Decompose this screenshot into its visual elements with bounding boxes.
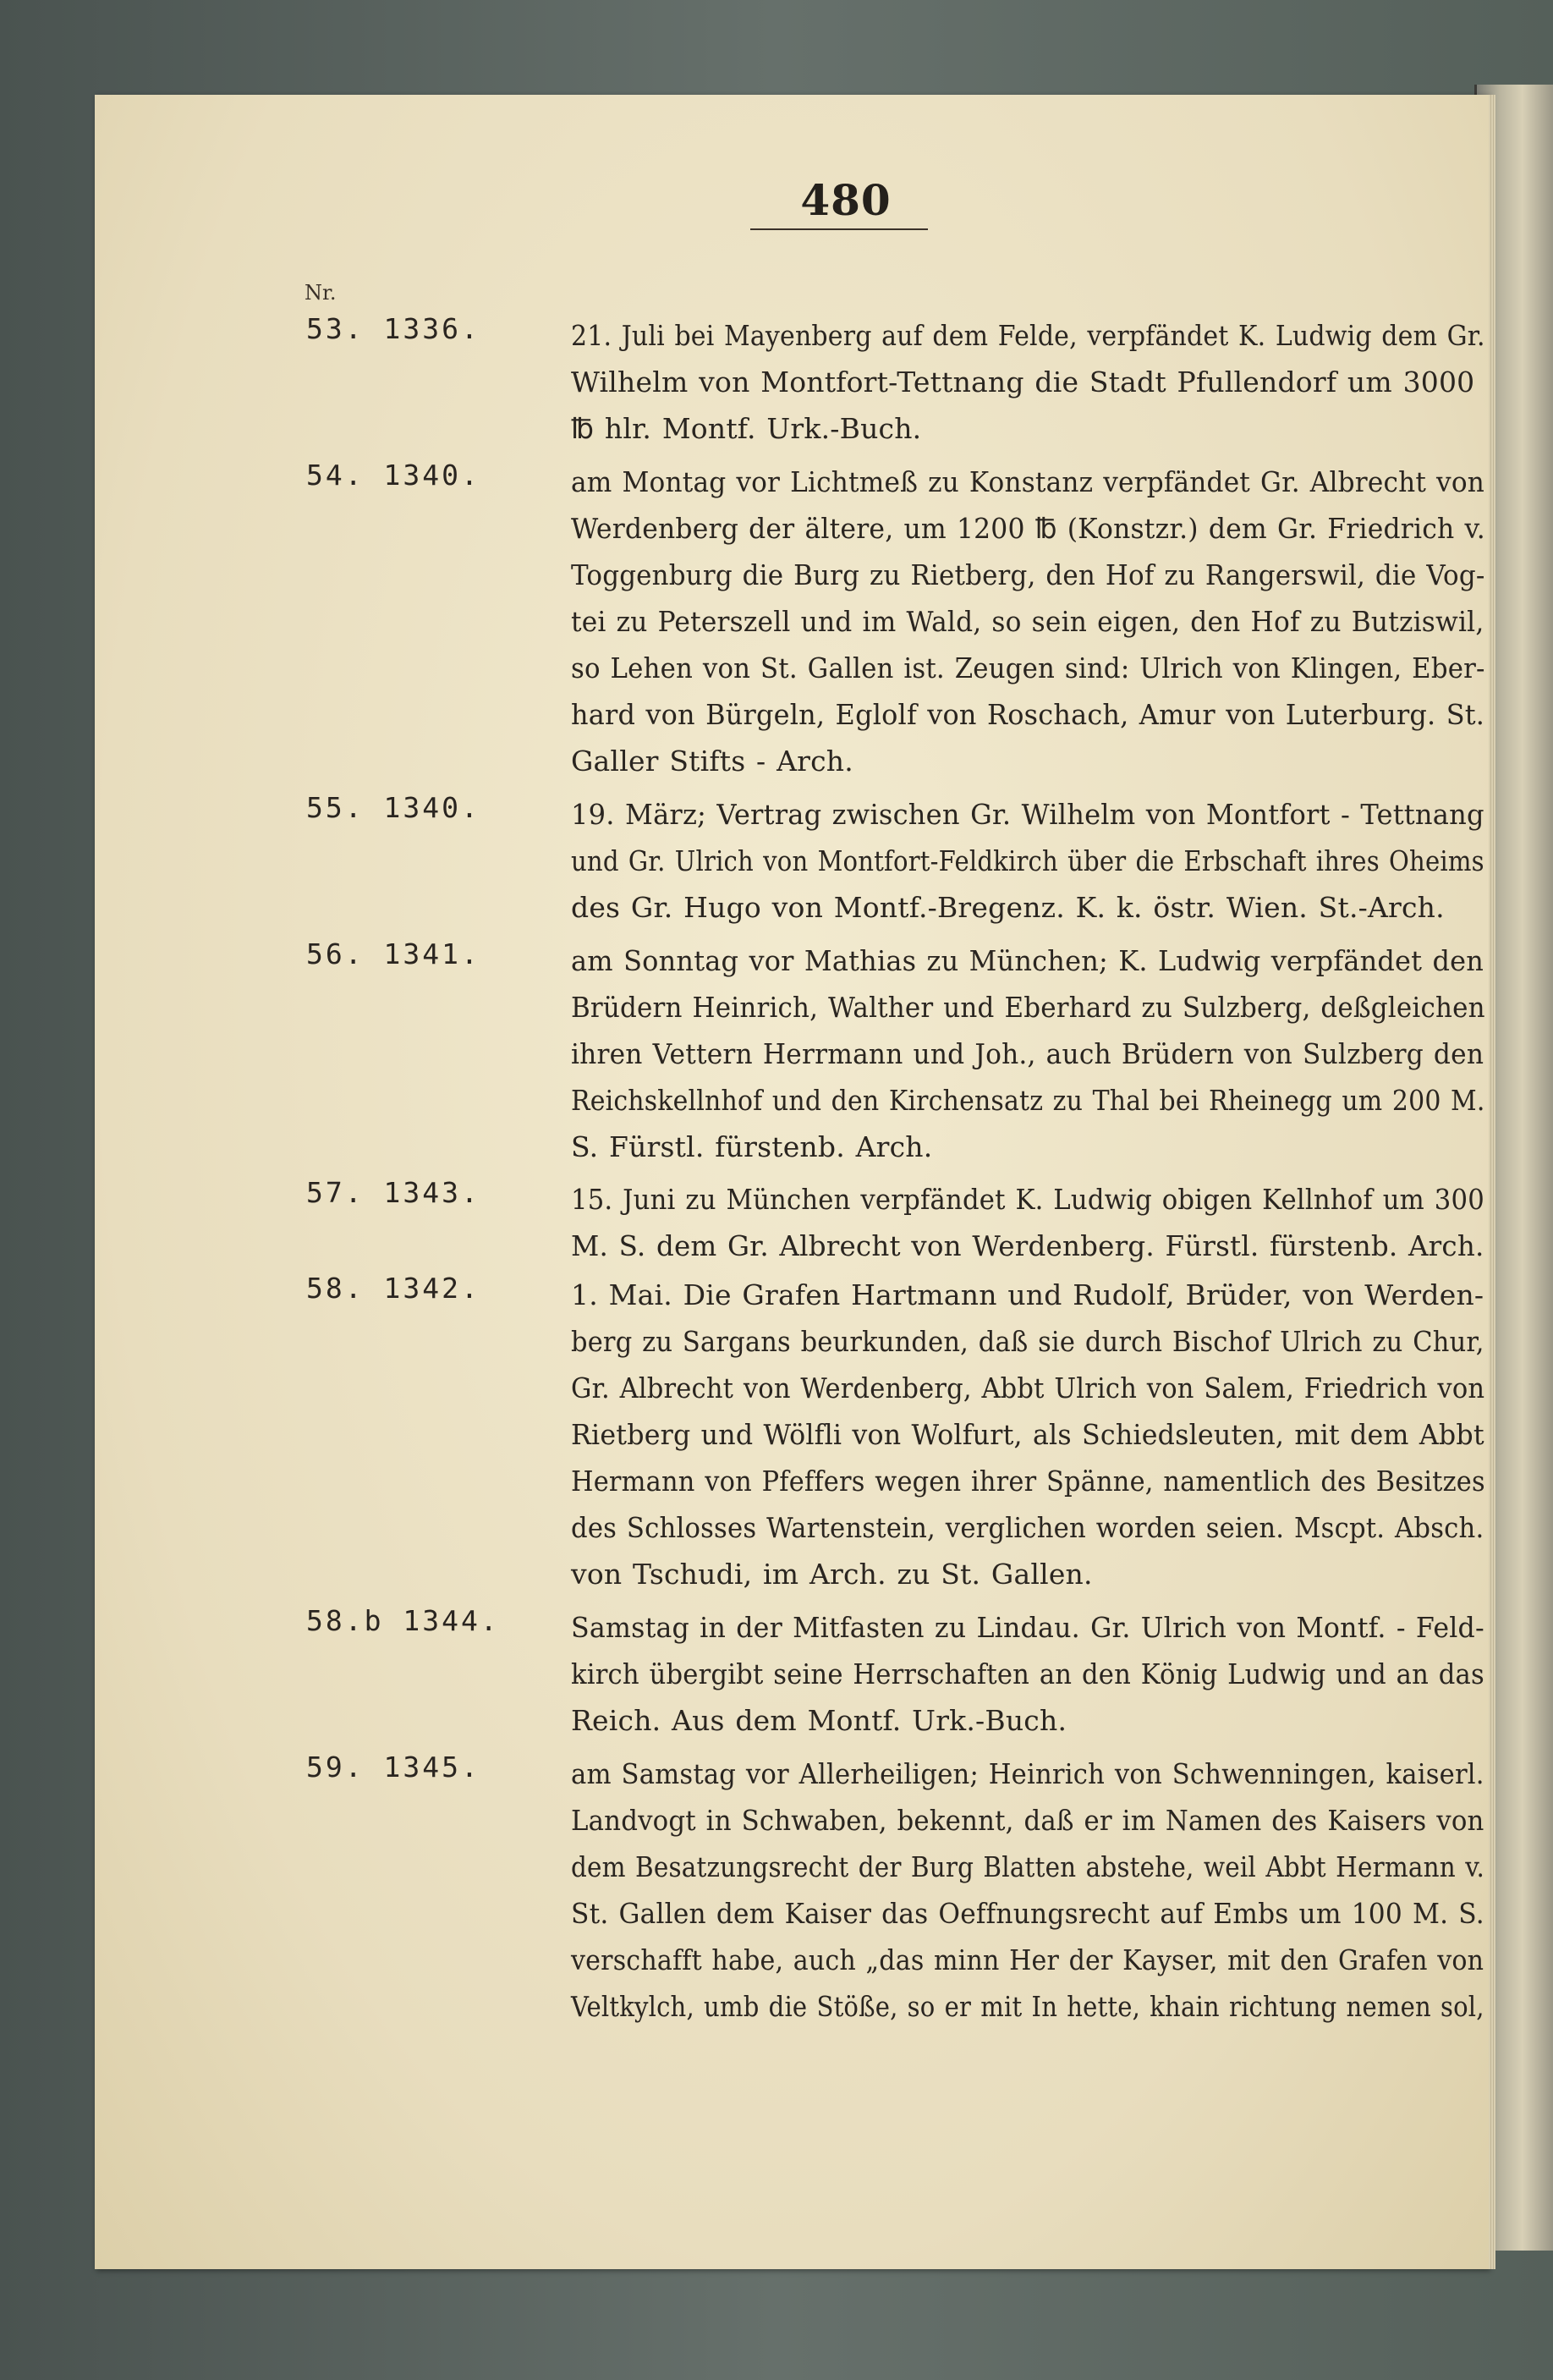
entry-line: St. Gallen dem Kaiser das Oeffnungsrecht auf Embs um 100 M. S. xyxy=(571,1897,1484,1930)
entry-text xyxy=(571,312,1484,452)
entry-number: 58.b 1344. xyxy=(306,1604,500,1637)
book-page xyxy=(95,95,1489,2269)
entry-line: M. S. dem Gr. Albrecht von Werdenberg. Fürstl. fürstenb. Arch. xyxy=(571,1229,1484,1262)
entry-text xyxy=(571,1604,1484,1744)
entry-line: kirch übergibt seine Herrschaften an den König Ludwig und an das xyxy=(571,1657,1484,1690)
entry-line: tei zu Peterszell und im Wald, so sein eigen, den Hof zu Butziswil, xyxy=(571,605,1484,638)
entry-line: Wilhelm von Montfort-Tettnang die Stadt Pfullendorf um 3000 xyxy=(571,366,1475,398)
entry-number: 55. 1340. xyxy=(306,791,480,824)
entry-line: Hermann von Pfeffers wegen ihrer Spänne, namentlich des Besitzes xyxy=(571,1465,1485,1498)
entry-line: Samstag in der Mitfasten zu Lindau. Gr. Ulrich von Montf. - Feld- xyxy=(571,1611,1484,1644)
entry-line: Toggenburg die Burg zu Rietberg, den Hof zu Rangerswil, die Vog- xyxy=(571,558,1485,591)
entry-line: ihren Vettern Herrmann und Joh., auch Brüdern von Sulzberg den xyxy=(571,1037,1484,1070)
column-label-nr: Nr. xyxy=(305,281,337,305)
entry-line: verschafft habe, auch „das minn Her der Kayser, mit den Grafen von xyxy=(571,1943,1484,1976)
entry-line: am Montag vor Lichtmeß zu Konstanz verpfändet Gr. Albrecht von xyxy=(571,465,1485,498)
entry-text xyxy=(571,937,1484,1170)
entry-line: Veltkylch, umb die Stöße, so er mit In hette, khain richtung nemen sol, xyxy=(571,1990,1484,2023)
entry-text xyxy=(571,459,1484,784)
entry-line: am Samstag vor Allerheiligen; Heinrich von Schwenningen, kaiserl. xyxy=(571,1757,1484,1790)
entry-line: des Gr. Hugo von Montf.-Bregenz. K. k. östr. Wien. St.-Arch. xyxy=(571,891,1445,924)
entry-line: dem Besatzungsrecht der Burg Blatten abstehe, weil Abbt Hermann v. xyxy=(571,1850,1485,1883)
entry-line: von Tschudi, im Arch. zu St. Gallen. xyxy=(571,1558,1093,1591)
entry-line: berg zu Sargans beurkunden, daß sie durch Bischof Ulrich zu Chur, xyxy=(571,1325,1484,1358)
entry-line: 19. März; Vertrag zwischen Gr. Wilhelm von Montfort - Tettnang xyxy=(571,798,1484,831)
entry-text xyxy=(571,791,1484,931)
entry-text xyxy=(571,1751,1484,2030)
entry-line: Rietberg und Wölfli von Wolfurt, als Schiedsleuten, mit dem Abbt xyxy=(571,1418,1484,1451)
entry-text xyxy=(571,1176,1484,1269)
entry-line: am Sonntag vor Mathias zu München; K. Ludwig verpfändet den xyxy=(571,944,1484,977)
entry-number: 53. 1336. xyxy=(306,312,480,345)
entry-line: S. Fürstl. fürstenb. Arch. xyxy=(571,1130,933,1163)
entry-line: Gr. Albrecht von Werdenberg, Abbt Ulrich von Salem, Friedrich von xyxy=(571,1371,1485,1404)
entry-line: 21. Juli bei Mayenberg auf dem Felde, verpfändet K. Ludwig dem Gr. xyxy=(571,319,1485,352)
page-edge xyxy=(1489,95,1495,2269)
entry-line: Werdenberg der ältere, um 1200 ℔ (Konstzr.) dem Gr. Friedrich v. xyxy=(571,512,1485,545)
entry-line: Brüdern Heinrich, Walther und Eberhard zu Sulzberg, deßgleichen xyxy=(571,991,1485,1024)
entry-line: 15. Juni zu München verpfändet K. Ludwig obigen Kellnhof um 300 xyxy=(571,1183,1484,1216)
entry-line: ℔ hlr. Montf. Urk.-Buch. xyxy=(571,412,922,445)
entry-line: Galler Stifts - Arch. xyxy=(571,745,853,778)
entry-line: und Gr. Ulrich von Montfort-Feldkirch über die Erbschaft ihres Oheims xyxy=(571,844,1484,877)
entry-number: 58. 1342. xyxy=(306,1272,480,1305)
entry-number: 54. 1340. xyxy=(306,459,480,492)
entry-text xyxy=(571,1272,1484,1597)
entry-line: Reich. Aus dem Montf. Urk.-Buch. xyxy=(571,1704,1067,1737)
page-number: 480 xyxy=(800,175,892,225)
page-number-rule xyxy=(750,228,928,230)
entry-line: so Lehen von St. Gallen ist. Zeugen sind: Ulrich von Klingen, Eber- xyxy=(571,651,1485,684)
entry-number: 59. 1345. xyxy=(306,1751,480,1784)
entry-line: des Schlosses Wartenstein, verglichen worden seien. Mscpt. Absch. xyxy=(571,1511,1484,1544)
entry-number: 56. 1341. xyxy=(306,937,480,970)
entry-line: Reichskellnhof und den Kirchensatz zu Thal bei Rheinegg um 200 M. xyxy=(571,1084,1485,1117)
entry-line: Landvogt in Schwaben, bekennt, daß er im Namen des Kaisers von xyxy=(571,1804,1484,1837)
entry-number: 57. 1343. xyxy=(306,1176,480,1209)
entry-line: 1. Mai. Die Grafen Hartmann und Rudolf, Brüder, von Werden- xyxy=(571,1278,1484,1311)
entry-line: hard von Bürgeln, Eglolf von Roschach, Amur von Luterburg. St. xyxy=(571,698,1485,731)
